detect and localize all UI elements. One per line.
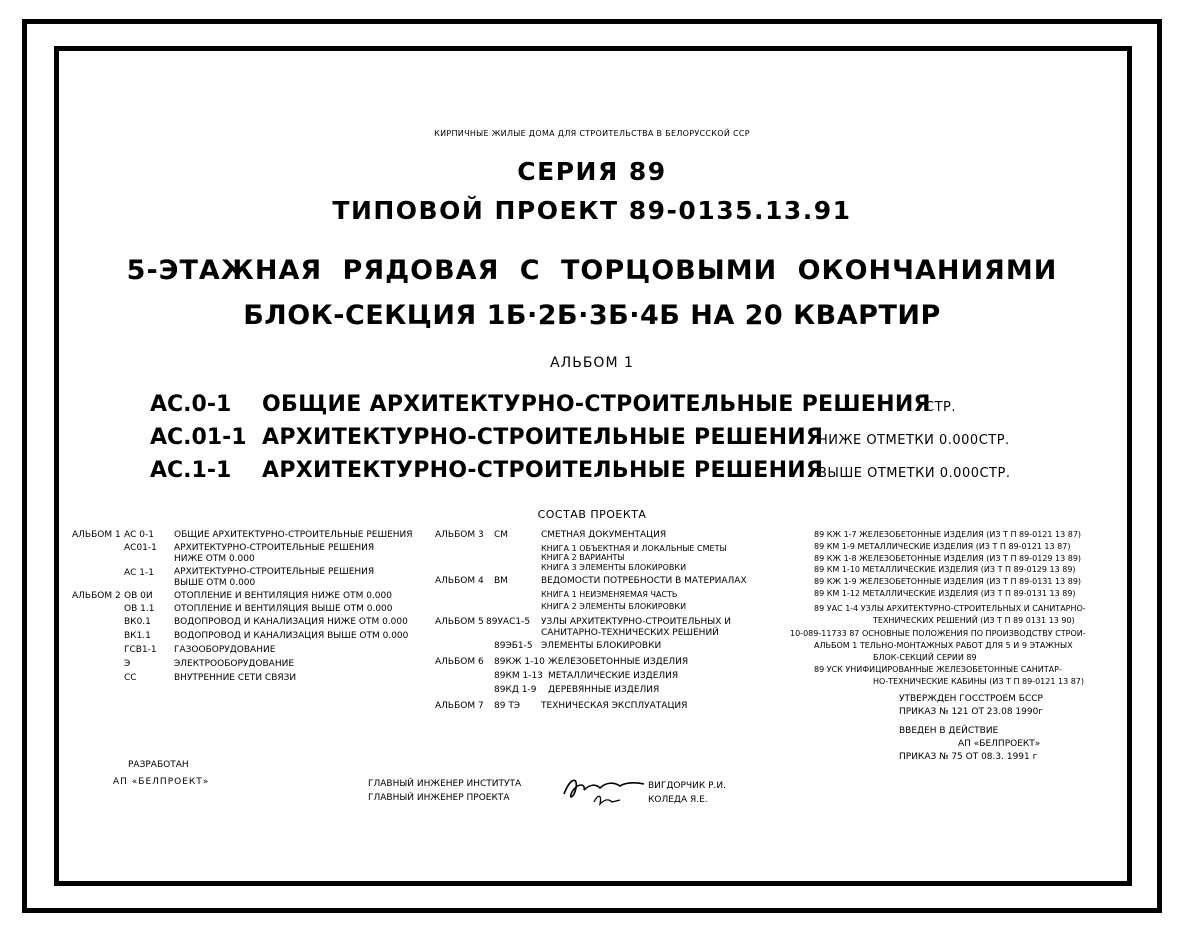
doc-code: ОВ 1.1 bbox=[124, 604, 155, 614]
album-label: АЛЬБОМ 1 bbox=[72, 530, 121, 540]
doc-title: КНИГА 2 ЭЛЕМЕНТЫ БЛОКИРОВКИ bbox=[541, 602, 687, 611]
reference-line: ТЕХНИЧЕСКИХ РЕШЕНИЙ (ИЗ Т П 89 0131 13 90) bbox=[873, 616, 1075, 625]
doc-title: КНИГА 3 ЭЛЕМЕНТЫ БЛОКИРОВКИ bbox=[541, 563, 687, 572]
doc-code: ОВ 0И bbox=[124, 591, 153, 601]
doc-title: СМЕТНАЯ ДОКУМЕНТАЦИЯ bbox=[541, 530, 667, 540]
doc-title: КНИГА 1 ОБЪЕКТНАЯ И ЛОКАЛЬНЫЕ СМЕТЫ bbox=[541, 544, 727, 553]
volume-title: АРХИТЕКТУРНО-СТРОИТЕЛЬНЫЕ РЕШЕНИЯ bbox=[262, 425, 824, 450]
reference-line: 89 КЖ 1-8 ЖЕЛЕЗОБЕТОННЫЕ ИЗДЕЛИЯ (ИЗ Т П 89-0129 13 89) bbox=[814, 554, 1082, 563]
doc-title: КНИГА 2 ВАРИАНТЫ bbox=[541, 553, 625, 562]
doc-title: АРХИТЕКТУРНО-СТРОИТЕЛЬНЫЕ РЕШЕНИЯ bbox=[174, 567, 375, 577]
doc-code: ВМ bbox=[494, 576, 508, 586]
album-label: АЛЬБОМ 1 bbox=[550, 355, 634, 371]
enactment-order: ПРИКАЗ № 75 ОТ 08.3. 1991 г bbox=[899, 752, 1038, 762]
doc-code: Э bbox=[124, 659, 131, 669]
doc-code: АС01-1 bbox=[124, 543, 157, 553]
doc-code: 89КЖ 1-10 bbox=[494, 657, 545, 667]
doc-title: ЖЕЛЕЗОБЕТОННЫЕ ИЗДЕЛИЯ bbox=[548, 657, 689, 667]
reference-line: 10-089-11733 87 ОСНОВНЫЕ ПОЛОЖЕНИЯ ПО ПРОИЗВОДСТВУ СТРОИ- bbox=[790, 629, 1086, 638]
doc-code: ГСВ1-1 bbox=[124, 645, 157, 655]
signature-name: ВИГДОРЧИК Р.И. bbox=[648, 781, 726, 791]
doc-code: 89УАС1-5 bbox=[486, 617, 531, 627]
doc-code: 89КД 1-9 bbox=[494, 685, 537, 695]
doc-code: АС 1-1 bbox=[124, 568, 155, 578]
volume-code: АС.1-1 bbox=[150, 458, 232, 483]
volume-note: НИЖЕ ОТМЕТКИ 0.000СТР. bbox=[818, 433, 1010, 448]
album-label: АЛЬБОМ 7 bbox=[435, 701, 484, 711]
doc-title: ВЕДОМОСТИ ПОТРЕБНОСТИ В МАТЕРИАЛАХ bbox=[541, 576, 747, 586]
reference-line: НО-ТЕХНИЧЕСКИЕ КАБИНЫ (ИЗ Т П 89-0121 13 87) bbox=[873, 677, 1085, 686]
album-label: АЛЬБОМ 4 bbox=[435, 576, 484, 586]
composition-heading: СОСТАВ ПРОЕКТА bbox=[537, 508, 647, 521]
doc-title: УЗЛЫ АРХИТЕКТУРНО-СТРОИТЕЛЬНЫХ И bbox=[541, 617, 732, 627]
reference-line: 89 УАС 1-4 УЗЛЫ АРХИТЕКТУРНО-СТРОИТЕЛЬНЫХ И САНИТАРНО- bbox=[814, 604, 1086, 613]
doc-code: 89 ТЭ bbox=[494, 701, 521, 711]
doc-code: АС 0-1 bbox=[124, 530, 155, 540]
reference-line: 89 КЖ 1-7 ЖЕЛЕЗОБЕТОННЫЕ ИЗДЕЛИЯ (ИЗ Т П 89-0121 13 87) bbox=[814, 530, 1082, 539]
doc-code: ВК0.1 bbox=[124, 617, 151, 627]
doc-code: СМ bbox=[494, 530, 509, 540]
doc-title: САНИТАРНО-ТЕХНИЧЕСКИХ РЕШЕНИЙ bbox=[541, 628, 719, 638]
doc-code: СС bbox=[124, 673, 137, 683]
series-title: СЕРИЯ 89 bbox=[517, 157, 667, 186]
reference-line: 89 УСК УНИФИЦИРОВАННЫЕ ЖЕЛЕЗОБЕТОННЫЕ САНИТАР- bbox=[814, 665, 1062, 674]
signature-role: ГЛАВНЫЙ ИНЖЕНЕР ПРОЕКТА bbox=[368, 793, 510, 803]
building-title: 5-ЭТАЖНАЯ РЯДОВАЯ С ТОРЦОВЫМИ ОКОНЧАНИЯМИ bbox=[126, 255, 1058, 286]
enactment-org: АП «БЕЛПРОЕКТ» bbox=[958, 739, 1041, 749]
block-section-title: БЛОК-СЕКЦИЯ 1Б·2Б·3Б·4Б НА 20 КВАРТИР bbox=[243, 300, 941, 331]
doc-title: ВНУТРЕННИЕ СЕТИ СВЯЗИ bbox=[174, 673, 297, 683]
developer-label: РАЗРАБОТАН bbox=[128, 760, 189, 770]
approval-text: УТВЕРЖДЕН ГОССТРОЕМ БССР bbox=[899, 694, 1043, 704]
reference-line: 89 КЖ 1-9 ЖЕЛЕЗОБЕТОННЫЕ ИЗДЕЛИЯ (ИЗ Т П 89-0131 13 89) bbox=[814, 577, 1082, 586]
doc-code: 89ЭБ1-5 bbox=[494, 641, 533, 651]
doc-title: МЕТАЛЛИЧЕСКИЕ ИЗДЕЛИЯ bbox=[548, 671, 679, 681]
volume-title: АРХИТЕКТУРНО-СТРОИТЕЛЬНЫЕ РЕШЕНИЯ bbox=[262, 458, 824, 483]
doc-title: ВОДОПРОВОД И КАНАЛИЗАЦИЯ ВЫШЕ ОТМ 0.000 bbox=[174, 631, 409, 641]
volume-title: ОБЩИЕ АРХИТЕКТУРНО-СТРОИТЕЛЬНЫЕ РЕШЕНИЯ bbox=[262, 392, 931, 417]
volume-code: АС.01-1 bbox=[150, 425, 247, 450]
doc-title: ОБЩИЕ АРХИТЕКТУРНО-СТРОИТЕЛЬНЫЕ РЕШЕНИЯ bbox=[174, 530, 413, 540]
reference-line: АЛЬБОМ 1 ТЕЛЬНО-МОНТАЖНЫХ РАБОТ ДЛЯ 5 И 9 ЭТАЖНЫХ bbox=[814, 641, 1073, 650]
reference-line: 89 КМ 1-12 МЕТАЛЛИЧЕСКИЕ ИЗДЕЛИЯ (ИЗ Т П 89-0131 13 89) bbox=[814, 589, 1076, 598]
doc-title: ЭЛЕМЕНТЫ БЛОКИРОВКИ bbox=[541, 641, 662, 651]
doc-title: КНИГА 1 НЕИЗМЕНЯЕМАЯ ЧАСТЬ bbox=[541, 590, 678, 599]
album-label: АЛЬБОМ 2 bbox=[72, 591, 121, 601]
signature-role: ГЛАВНЫЙ ИНЖЕНЕР ИНСТИТУТА bbox=[368, 779, 522, 789]
doc-title: ТЕХНИЧЕСКАЯ ЭКСПЛУАТАЦИЯ bbox=[541, 701, 688, 711]
reference-line: БЛОК-СЕКЦИЙ СЕРИИ 89 bbox=[873, 653, 977, 662]
reference-line: 89 КМ 1-10 МЕТАЛЛИЧЕСКИЕ ИЗДЕЛИЯ (ИЗ Т П 89-0129 13 89) bbox=[814, 565, 1076, 574]
doc-title: АРХИТЕКТУРНО-СТРОИТЕЛЬНЫЕ РЕШЕНИЯ bbox=[174, 543, 375, 553]
doc-title: ВОДОПРОВОД И КАНАЛИЗАЦИЯ НИЖЕ ОТМ 0.000 bbox=[174, 617, 408, 627]
doc-code: 89КМ 1-13 bbox=[494, 671, 543, 681]
doc-title: ДЕРЕВЯННЫЕ ИЗДЕЛИЯ bbox=[548, 685, 660, 695]
doc-title: ВЫШЕ ОТМ 0.000 bbox=[174, 578, 256, 588]
doc-title: ОТОПЛЕНИЕ И ВЕНТИЛЯЦИЯ ВЫШЕ ОТМ 0.000 bbox=[174, 604, 393, 614]
volume-code: АС.0-1 bbox=[150, 392, 232, 417]
doc-title: ЭЛЕКТРООБОРУДОВАНИЕ bbox=[174, 659, 295, 669]
signature-name: КОЛЕДА Я.Е. bbox=[648, 795, 708, 805]
reference-line: 89 КМ 1-9 МЕТАЛЛИЧЕСКИЕ ИЗДЕЛИЯ (ИЗ Т П 89-0121 13 87) bbox=[814, 542, 1071, 551]
volume-note: ВЫШЕ ОТМЕТКИ 0.000СТР. bbox=[818, 466, 1011, 481]
doc-title: ГАЗООБОРУДОВАНИЕ bbox=[174, 645, 276, 655]
developer-org: АП «БЕЛПРОЕКТ» bbox=[113, 777, 210, 787]
doc-title: ОТОПЛЕНИЕ И ВЕНТИЛЯЦИЯ НИЖЕ ОТМ 0.000 bbox=[174, 591, 392, 601]
album-label: АЛЬБОМ 3 bbox=[435, 530, 484, 540]
volume-note: СТР. bbox=[925, 400, 956, 415]
doc-title: НИЖЕ ОТМ 0.000 bbox=[174, 554, 255, 564]
enactment-text: ВВЕДЕН В ДЕЙСТВИЕ bbox=[899, 726, 999, 736]
doc-code: ВК1.1 bbox=[124, 631, 151, 641]
album-label: АЛЬБОМ 6 bbox=[435, 657, 484, 667]
document-subtitle: КИРПИЧНЫЕ ЖИЛЫЕ ДОМА ДЛЯ СТРОИТЕЛЬСТВА В БЕЛОРУССКОЙ ССР bbox=[434, 129, 750, 138]
project-number: ТИПОВОЙ ПРОЕКТ 89-0135.13.91 bbox=[332, 196, 852, 225]
album-label: АЛЬБОМ 5 bbox=[435, 617, 484, 627]
handwritten-signature bbox=[560, 774, 650, 810]
approval-order: ПРИКАЗ № 121 ОТ 23.08 1990г bbox=[899, 707, 1044, 717]
